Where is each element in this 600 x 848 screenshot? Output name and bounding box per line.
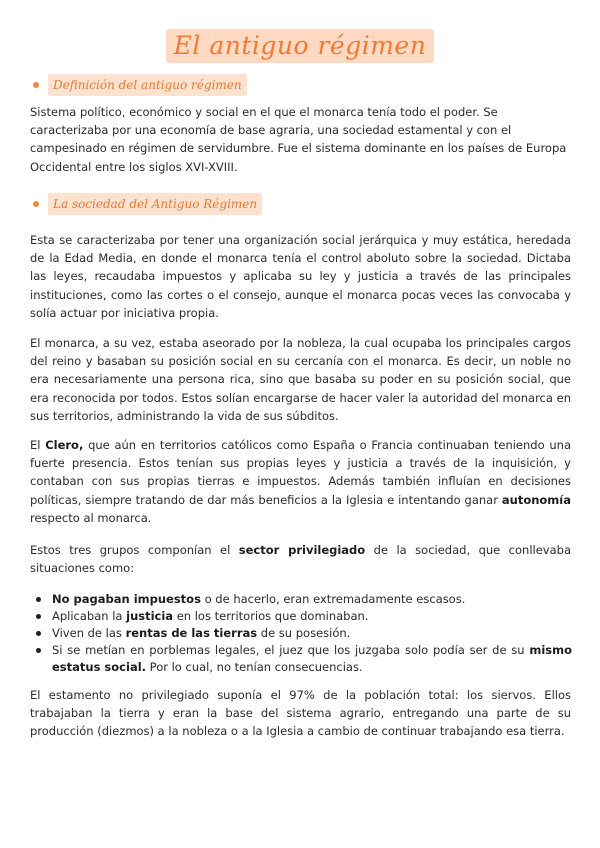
list-item: Aplicaban la justicia en los territorios que dominaban.	[36, 608, 572, 625]
bullet-dot-icon	[33, 82, 39, 88]
definicion-paragraph: Sistema político, económico y social en el que el monarca tenía todo el poder. Se caracterizaba por una economía de base agraria, una sociedad estamental y con el campesinado en régimen de servidumbre. Fue el sistema dominante en los países de Europa Occidental entre los siglos XVI-XVIII.	[30, 105, 567, 174]
clero-paragraph	[30, 436, 571, 527]
clero-text-mid: que aún en territorios católicos como España o Francia continuaban teniendo una fuerte presencia. Estos tenían sus propias leyes y justicia a través de la inquisición, y contaban con sus propias tierras e impuestos. Además también influían en decisiones políticas, siempre tratando de dar más beneficios a la Iglesia e intentando ganar	[30, 438, 571, 507]
autonomia-bold: autonomía	[501, 492, 571, 507]
title-wrapper	[0, 29, 600, 63]
heading-definicion	[33, 74, 247, 96]
list-item: No pagaban impuestos o de hacerlo, eran extremadamente escasos.	[36, 591, 572, 608]
heading-definicion-label: Definición del antiguo régimen	[48, 74, 247, 96]
clero-text-post: respecto al monarca.	[30, 510, 152, 525]
sociedad-paragraph-1: Esta se caracterizaba por tener una organización social jerárquica y muy estática, heredada de la Edad Media, en donde el monarca tenía el control aboluto sobre la sociedad. Dictaba las leyes, recaudaba impuestos y aplicaba su ley y justicia a través de las principales instituciones, como las cortes o el consejo, aunque el monarca pocas veces las convocaba y solía actuar por iniciativa propia.	[30, 233, 571, 320]
clero-text-pre: El	[30, 438, 46, 452]
heading-sociedad-label: La sociedad del Antiguo Régimen	[48, 193, 262, 215]
bullet-dot-icon	[33, 201, 39, 207]
privileges-list	[36, 591, 572, 676]
privilegiado-paragraph	[30, 541, 571, 577]
list-item: Viven de las rentas de las tierras de su posesión.	[36, 625, 572, 642]
sociedad-paragraph-2: El monarca, a su vez, estaba aseorado por la nobleza, la cual ocupaba los principales cargos del reino y basaban su posición social en su cercanía con el monarca. Es decir, un noble no era necesariamente una persona rica, sino que basaba su poder en su posición social, que era reconocida por todos. Estos solían encargarse de hacer valer la autoridad del monarca en sus territorios, administrando la vida de sus súbditos.	[30, 336, 571, 423]
heading-sociedad	[33, 193, 262, 215]
page-title: El antiguo régimen	[166, 29, 435, 63]
clero-bold: Clero,	[45, 438, 84, 452]
privilegiado-text-pre: Estos tres grupos componían el	[30, 543, 239, 557]
privilegiado-text-post: de la sociedad, que conllevaba situaciones como:	[30, 543, 571, 576]
list-item: Si se metían en porblemas legales, el juez que los juzgaba solo podía ser de su mismo estatus social. Por lo cual, no tenían consecuencias.	[36, 642, 572, 676]
no-privilegiado-paragraph: El estamento no privilegiado suponía el 97% de la población total: los siervos. Ellos trabajaban la tierra y eran la base del sistema agrario, entregando una parte de su producción (diezmos) a la nobleza o a la Iglesia a cambio de continuar trabajando esa tierra.	[30, 688, 571, 739]
sector-privilegiado-bold: sector privilegiado	[238, 543, 366, 557]
